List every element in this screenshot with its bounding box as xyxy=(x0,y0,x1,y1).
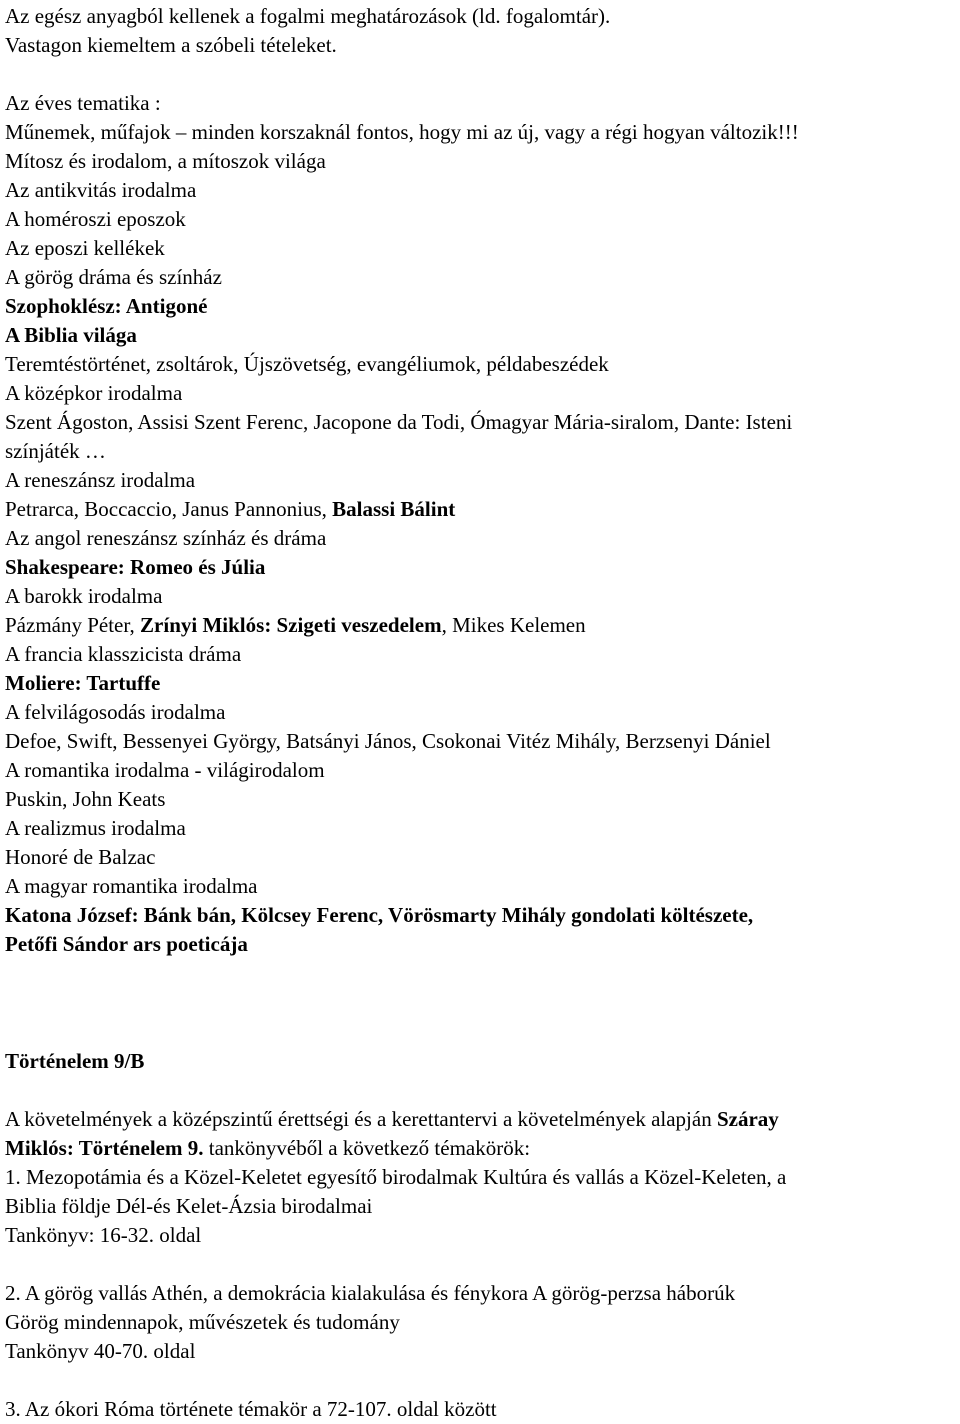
baroque-authors-plain-1: Pázmány Péter, xyxy=(5,613,141,637)
topic-middle-ages-authors-cont: színjáték … xyxy=(5,439,106,463)
topic-realism: A realizmus irodalma xyxy=(5,816,186,840)
history-requirements xyxy=(5,1105,779,1134)
topic-baroque-authors xyxy=(5,611,586,640)
annual-topics-label: Az éves tematika : xyxy=(5,91,161,115)
history-requirements-cont xyxy=(5,1134,530,1163)
history-requirements-author: Száray xyxy=(716,1107,779,1131)
topic-enlightenment-authors: Defoe, Swift, Bessenyei György, Batsányi János, Csokonai Vitéz Mihály, Berzsenyi Dániel xyxy=(5,729,771,753)
history-textbook-title: Miklós: Történelem 9. xyxy=(5,1136,204,1160)
topic-bible-details: Teremtéstörténet, zsoltárok, Újszövetség, evangéliumok, példabeszédek xyxy=(5,352,609,376)
topic-renaissance-authors xyxy=(5,495,455,524)
topic-hungarian-romanticism-authors: Katona József: Bánk bán, Kölcsey Ferenc, Vörösmarty Mihály gondolati költészete, xyxy=(5,903,754,927)
history-topic-1-cont: Biblia földje Dél-és Kelet-Ázsia birodalmai xyxy=(5,1194,373,1218)
topic-baroque: A barokk irodalma xyxy=(5,584,163,608)
history-topic-2: 2. A görög vallás Athén, a demokrácia kialakulása és fénykora A görög-perzsa háborúk xyxy=(5,1281,736,1305)
history-topic-2-pages: Tankönyv 40-70. oldal xyxy=(5,1339,196,1363)
topic-french-classicism: A francia klasszicista dráma xyxy=(5,642,242,666)
topic-romanticism-world: A romantika irodalma - világirodalom xyxy=(5,758,325,782)
topic-middle-ages: A középkor irodalma xyxy=(5,381,183,405)
topic-greek-drama: A görög dráma és színház xyxy=(5,265,222,289)
topic-enlightenment: A felvilágosodás irodalma xyxy=(5,700,226,724)
topic-romeo-juliet: Shakespeare: Romeo és Júlia xyxy=(5,555,266,579)
intro-line-bold-note: Vastagon kiemeltem a szóbeli tételeket. xyxy=(5,33,337,57)
renaissance-authors-plain: Petrarca, Boccaccio, Janus Pannonius, xyxy=(5,497,333,521)
topic-middle-ages-authors: Szent Ágoston, Assisi Szent Ferenc, Jacopone da Todi, Ómagyar Mária-siralom, Dante: Isteni xyxy=(5,410,793,434)
topic-antiquity: Az antikvitás irodalma xyxy=(5,178,197,202)
topic-tartuffe: Moliere: Tartuffe xyxy=(5,671,161,695)
history-topic-2-cont: Görög mindennapok, művészetek és tudomány xyxy=(5,1310,400,1334)
history-requirements-tail: tankönyvéből a következő témakörök: xyxy=(203,1136,531,1160)
history-requirements-plain: A követelmények a középszintű érettségi és a kerettantervi a követelmények alapján xyxy=(5,1107,717,1131)
topic-antigone: Szophoklész: Antigoné xyxy=(5,294,208,318)
renaissance-authors-bold: Balassi Bálint xyxy=(332,497,456,521)
topic-romanticism-authors: Puskin, John Keats xyxy=(5,787,166,811)
topic-realism-authors: Honoré de Balzac xyxy=(5,845,156,869)
genres-note: Műnemek, műfajok – minden korszaknál fontos, hogy mi az új, vagy a régi hogyan változik!!! xyxy=(5,120,799,144)
topic-renaissance: A reneszánsz irodalma xyxy=(5,468,196,492)
topic-hungarian-romanticism-authors-cont: Petőfi Sándor ars poeticája xyxy=(5,932,248,956)
history-topic-3: 3. Az ókori Róma története témakör a 72-107. oldal között xyxy=(5,1397,497,1421)
topic-myth: Mítosz és irodalom, a mítoszok világa xyxy=(5,149,326,173)
history-topic-1: 1. Mezopotámia és a Közel-Keletet egyesítő birodalmak Kultúra és vallás a Közel-Keleten, a xyxy=(5,1165,787,1189)
history-section-title: Történelem 9/B xyxy=(5,1049,145,1073)
history-topic-1-pages: Tankönyv: 16-32. oldal xyxy=(5,1223,202,1247)
topic-homeric-epics: A homéroszi eposzok xyxy=(5,207,186,231)
topic-english-renaissance: Az angol reneszánsz színház és dráma xyxy=(5,526,327,550)
baroque-authors-plain-2: , Mikes Kelemen xyxy=(441,613,586,637)
baroque-authors-bold: Zrínyi Miklós: Szigeti veszedelem xyxy=(140,613,442,637)
intro-line-concepts: Az egész anyagból kellenek a fogalmi meghatározások (ld. fogalomtár). xyxy=(5,4,611,28)
topic-bible: A Biblia világa xyxy=(5,323,137,347)
topic-epic-devices: Az eposzi kellékek xyxy=(5,236,165,260)
topic-hungarian-romanticism: A magyar romantika irodalma xyxy=(5,874,258,898)
